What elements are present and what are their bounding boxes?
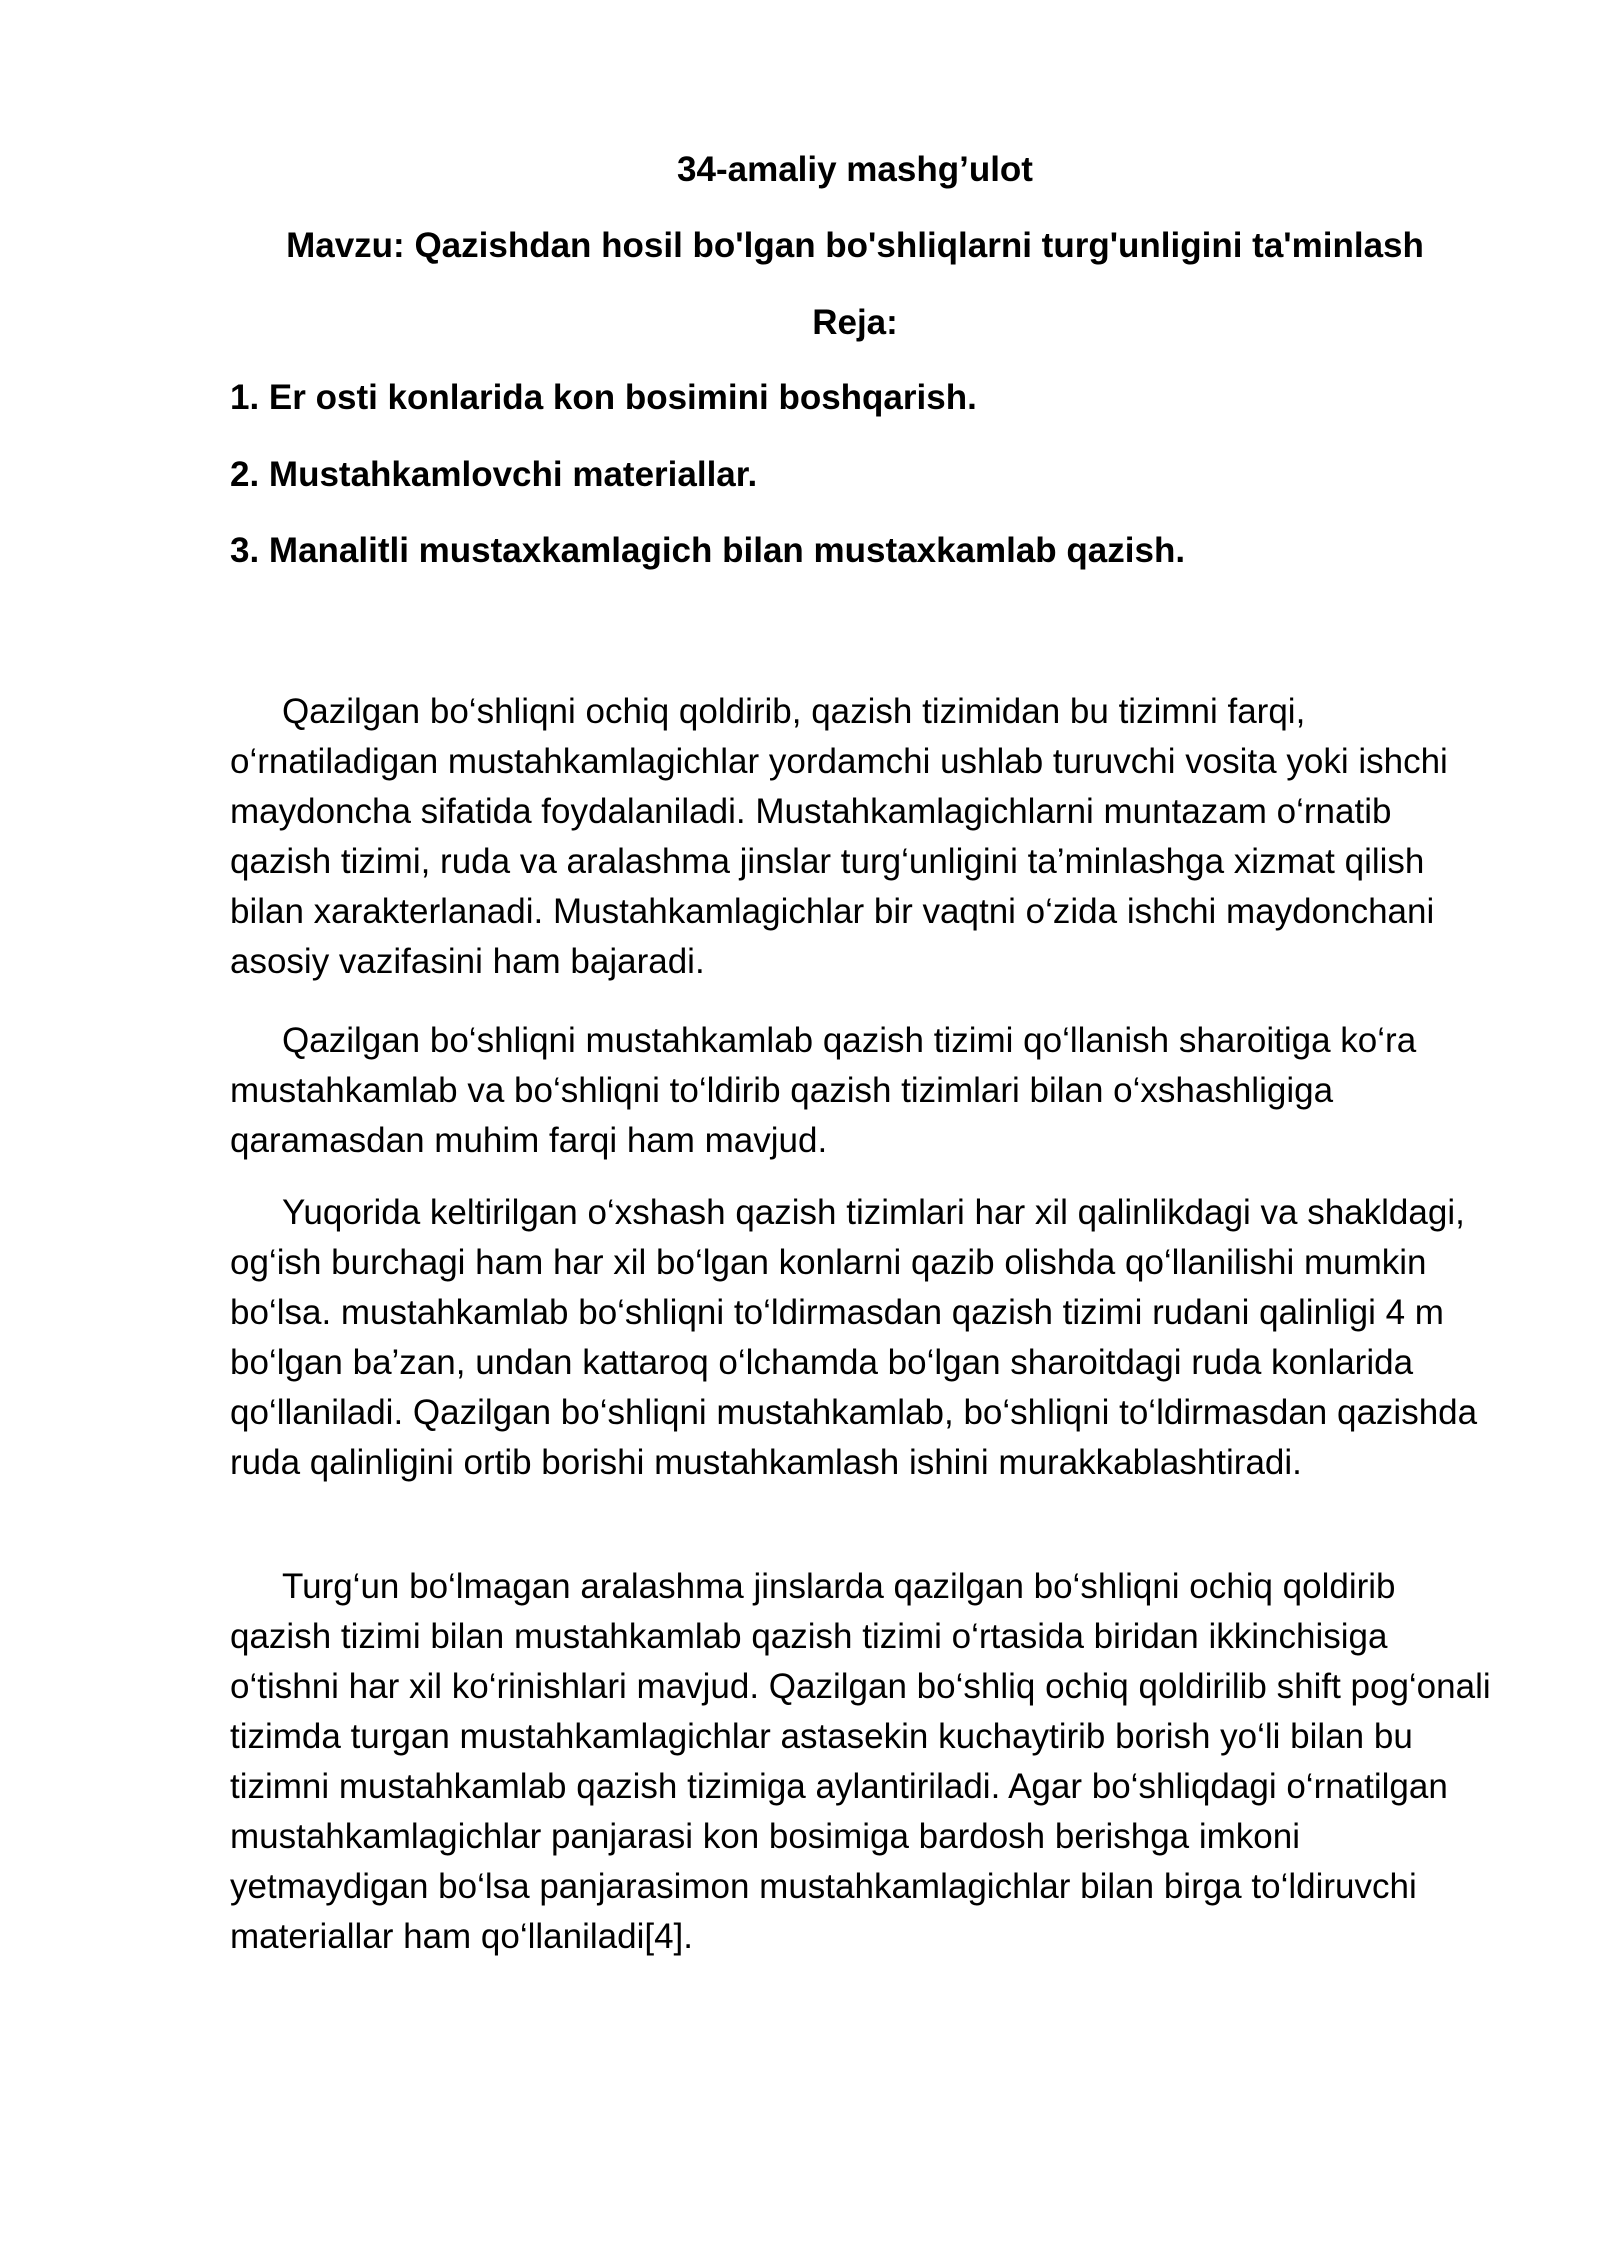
plan-item-2: 2. Mustahkamlovchi materiallar. (230, 455, 758, 494)
plan-heading: Reja: (812, 303, 898, 342)
paragraph-3: Yuqorida keltirilgan o‘xshash qazish tizimlari har xil qalinlikdagi va shakldagi, og‘ish burchagi ham har xil bo‘lgan konlarni qazib olishda qo‘llanilishi mumkin bo‘lsa. mustahkamlab bo‘shliqni to‘ldirmasdan qazish tizimi rudani qalinligi 4 m bo‘lgan ba’zan, undan kattaroq o‘lchamda bo‘lgan sharoitdagi ruda konlarida qo‘llaniladi. Qazilgan bo‘shliqni mustahkamlab, bo‘shliqni to‘ldirmasdan qazishda ruda qalinligini ortib borishi mustahkamlash ishini murakkablashtiradi. (230, 1193, 1478, 1482)
plan-item-3: 3. Manalitli mustaxkamlagich bilan mustaxkamlab qazish. (230, 531, 1186, 570)
paragraph-1: Qazilgan bo‘shliqni ochiq qoldirib, qazish tizimidan bu tizimni farqi, o‘rnatiladigan mustahkamlagichlar yordamchi ushlab turuvchi vosita yoki ishchi maydoncha sifatida foydalaniladi. Mustahkamlagichlarni muntazam o‘rnatib qazish tizimi, ruda va aralashma jinslar turg‘unligini ta’minlashga xizmat qilish bilan xarakterlanadi. Mustahkamlagichlar bir vaqtni o‘zida ishchi maydonchani asosiy vazifasini ham bajaradi. (230, 692, 1448, 981)
paragraph-4: Turg‘un bo‘lmagan aralashma jinslarda qazilgan bo‘shliqni ochiq qoldirib qazish tizimi bilan mustahkamlab qazish tizimi o‘rtasida biridan ikkinchisiga o‘tishni har xil ko‘rinishlari mavjud. Qazilgan bo‘shliq ochiq qoldirilib shift pog‘onali tizimda turgan mustahkamlagichlar astasekin kuchaytirib borish yo‘li bilan bu tizimni mustahkamlab qazish tizimiga aylantiriladi. Agar bo‘shliqdagi o‘rnatilgan mustahkamlagichlar panjarasi kon bosimiga bardosh berishga imkoni yetmaydigan bo‘lsa panjarasimon mustahkamlagichlar bilan birga to‘ldiruvchi materiallar ham qo‘llaniladi[4]. (230, 1567, 1491, 1956)
document-title: 34-amaliy mashg’ulot (677, 150, 1033, 189)
paragraph-2: Qazilgan bo‘shliqni mustahkamlab qazish tizimi qo‘llanish sharoitiga ko‘ra mustahkamlab va bo‘shliqni to‘ldirib qazish tizimlari bilan o‘xshashligiga qaramasdan muhim farqi ham mavjud. (230, 1021, 1417, 1160)
plan-item-1: 1. Er osti konlarida kon bosimini boshqarish. (230, 378, 977, 417)
document-subject: Mavzu: Qazishdan hosil bo'lgan bo'shliqlarni turg'unligini ta'minlash (286, 226, 1424, 265)
